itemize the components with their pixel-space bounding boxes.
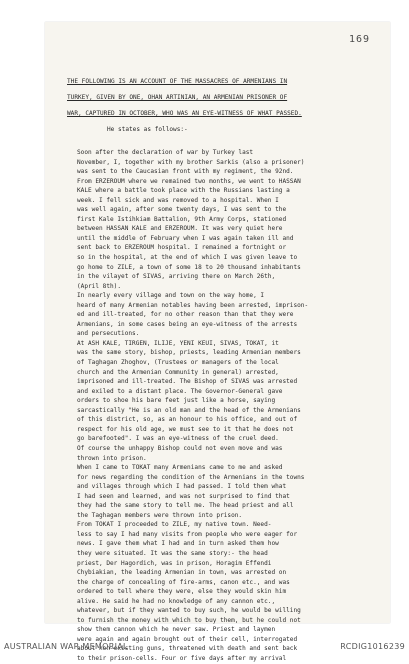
body-line: go home to ZILE, a town of some 18 to 20 thousand inhabitants xyxy=(77,263,301,271)
body-line: they were situated. It was the same story:- the head xyxy=(77,549,268,557)
body-line: sarcastically "He is an old man and the head of the Armenians xyxy=(77,406,301,414)
body-line: so in the hospital, at the end of which I was given leave to xyxy=(77,254,298,262)
body-line: news. I gave them what I had and in turn asked them how xyxy=(77,540,279,548)
body-line: I had seen and learned, and was not surprised to find that xyxy=(77,492,290,500)
body-line: in the vilayet of SIVAS, arriving there on March 26th, xyxy=(77,273,276,281)
body-line: Chybiakian, the leading Armenian in town, was arrested on xyxy=(77,569,287,577)
body-line: From TOKAT I proceeded to ZILE, my native town. Need- xyxy=(77,521,272,529)
body-line: for news regarding the condition of the Armenians in the towns xyxy=(77,473,305,481)
body-line: and villages through which I had passed. I told them what xyxy=(77,483,287,491)
body-line: sent back to ERZEROUM hospital. I remained a fortnight or xyxy=(77,244,287,252)
heading-line: THE FOLLOWING IS AN ACCOUNT OF THE MASSACRES OF ARMENIANS IN xyxy=(67,78,288,85)
body-line: respect for his old age, we must see to it that he does not xyxy=(77,425,294,433)
body-line: Armenians, in some cases being an eye-witness of the arrests xyxy=(77,320,298,328)
body-line: were again and again brought out of their cell, interrogated xyxy=(77,635,298,643)
body-line: they had the same story to tell me. The head priest and all xyxy=(77,502,294,510)
body-line: When I came to TOKAT many Armenians came to me and asked xyxy=(77,464,283,472)
body-line: church and the Armenian Community in general) arrested, xyxy=(77,368,279,376)
body-line: week. I fell sick and was removed to a hospital. When I xyxy=(77,196,279,204)
page-number: 169 xyxy=(348,34,370,45)
body-line: From ERZEROUM where we remained two months, we went to HASSAN xyxy=(77,177,301,185)
record-id: RCDIG1016239 xyxy=(340,642,405,651)
body-line: to furnish the money with which to buy them, but he could not xyxy=(77,616,301,624)
body-line: imprisoned and ill-treated. The Bishop of SIVAS was arrested xyxy=(77,378,298,386)
body-line: alive. He said he had no knowledge of any cannon etc., xyxy=(77,597,276,605)
body-line: less to say I had many visits from people who were eager for xyxy=(77,530,298,538)
body-line: the charge of concealing of fire-arms, canon etc., and was xyxy=(77,578,290,586)
body-line: was well again, after some twenty days, I was sent to the xyxy=(77,206,287,214)
body-line: KALE where a battle took place with the Russians lasting a xyxy=(77,187,290,195)
body-line: Soon after the declaration of war by Turkey last xyxy=(77,149,254,156)
body-line: ed and ill-treated, for no other reason than that they were xyxy=(77,311,294,319)
body-line: and persecutions. xyxy=(77,330,140,338)
body-text xyxy=(77,148,377,664)
body-line: November, I, together with my brother Sarkis (also a prisoner) xyxy=(77,158,305,166)
body-line: ordered to tell where they were, else they would skin him xyxy=(77,588,287,596)
document-heading xyxy=(67,74,372,122)
body-line: (April 8th). xyxy=(77,282,122,290)
body-line: to their prison-cells. Four or five days after my arrival xyxy=(77,654,287,662)
heading-line: TURKEY, GIVEN BY ONE, OHAN ARTINIAN, AN ARMENIAN PRISONER OF xyxy=(67,94,288,101)
body-line: Of course the unhappy Bishop could not even move and was xyxy=(77,444,283,452)
body-line: of Taghagan Zhoghov, (Trustees or managers of the local xyxy=(77,359,279,367)
archive-credit: AUSTRALIAN WAR MEMORIAL xyxy=(4,642,128,651)
body-line: show them cannon which he never saw. Priest and laymen xyxy=(77,626,276,634)
body-line: between HASSAN KALE and ERZEROUM. It was very quiet here xyxy=(77,225,283,233)
body-line: the Taghagan members were thrown into prison. xyxy=(77,511,243,519)
body-line: heard of many Armenian notables having been arrested, imprison- xyxy=(77,301,309,309)
body-line: of this district, so, as an honour to his office, and out of xyxy=(77,416,298,424)
body-line: was the same story, bishop, priests, leading Armenian members xyxy=(77,349,301,357)
body-line: orders to shoe his bare feet just like a horse, saying xyxy=(77,397,276,405)
body-line: and exiled to a distant place. The Governor-General gave xyxy=(77,387,283,395)
body-line: priest, Der Hagordich, was in prison, Horagim Effendi xyxy=(77,559,272,567)
body-line: whatever, but if they wanted to buy such, he would be willing xyxy=(77,607,301,615)
body-line: In nearly every village and town on the way home, I xyxy=(77,292,265,300)
heading-line: WAR, CAPTURED IN OCTOBER, WHO WAS AN EYE-WITNESS OF WHAT PASSED. xyxy=(67,110,302,117)
body-line: was sent to the Caucasian front with my regiment, the 92nd. xyxy=(77,168,294,176)
body-line: thrown into prison. xyxy=(77,454,147,462)
intro-line: He states as follows:- xyxy=(107,126,188,133)
body-line: At ASH KALE, TIRGEN, ILIJE, YENI KEUI, SIVAS, TOKAT, it xyxy=(77,339,279,347)
body-line: about non-existing guns, threatened with death and sent back xyxy=(77,645,298,653)
body-line: first Kale Istihkiam Battalion, 9th Army Corps, stationed xyxy=(77,215,287,223)
body-line: go barefooted". I was an eye-witness of the cruel deed. xyxy=(77,435,279,443)
body-line: until the middle of February when I was again taken ill and xyxy=(77,234,294,242)
